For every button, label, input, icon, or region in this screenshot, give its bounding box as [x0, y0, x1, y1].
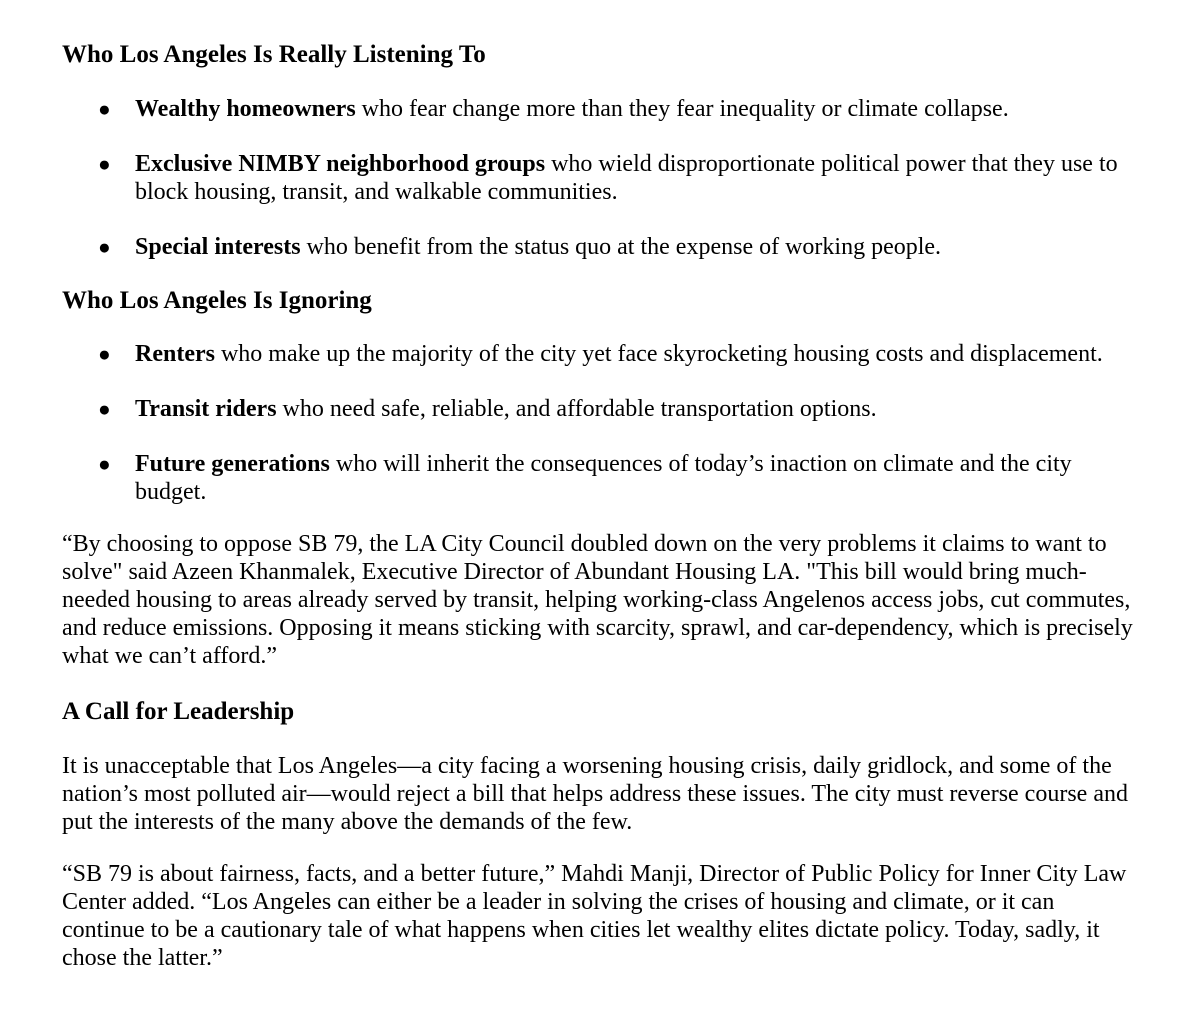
list-item: [98, 150, 1138, 206]
paragraph-leadership: It is unacceptable that Los Angeles—a city facing a worsening housing crisis, daily gridlock, and some of the nation’s most polluted air—would reject a bill that helps address these issues. The city must reverse course and put the interests of the many above the demands of the few.: [62, 753, 1128, 835]
quote-khanmalek: “By choosing to oppose SB 79, the LA City Council doubled down on the very problems it claims to want to solve" said Azeen Khanmalek, Executive Director of Abundant Housing LA. "This bill would bring much-needed housing to areas already served by transit, helping working-class Angelenos access jobs, cut commutes, and reduce emissions. Opposing it means sticking with scarcity, sprawl, and car-dependency, which is precisely what we can’t afford.”: [62, 531, 1133, 669]
list-item: [98, 340, 1138, 368]
item-description: who need safe, reliable, and affordable transportation options.: [276, 396, 877, 422]
list-item: [98, 233, 1138, 261]
item-bold-term: Special interests: [135, 234, 301, 260]
item-description: who make up the majority of the city yet face skyrocketing housing costs and displacement.: [214, 341, 1103, 367]
list-ignoring: [62, 340, 1138, 506]
bullet-icon: ●: [98, 152, 111, 176]
list-item: [98, 95, 1138, 123]
bullet-icon: ●: [98, 397, 111, 421]
list-item: [98, 450, 1138, 506]
item-description: who benefit from the status quo at the expense of working people.: [300, 234, 942, 260]
item-bold-term: Wealthy homeowners: [135, 96, 356, 122]
heading-really-listening: Who Los Angeles Is Really Listening To: [62, 41, 486, 68]
item-description: who wield disproportionate political power that they use to block housing, transit, and walkable communities.: [135, 151, 1118, 205]
bullet-icon: ●: [98, 97, 111, 121]
heading-call-for-leadership: A Call for Leadership: [62, 698, 295, 725]
heading-ignoring: Who Los Angeles Is Ignoring: [62, 287, 372, 314]
bullet-icon: ●: [98, 235, 111, 259]
quote-manji: “SB 79 is about fairness, facts, and a better future,” Mahdi Manji, Director of Public Policy for Inner City Law Center added. “Los Angeles can either be a leader in solving the crises of housing and climate, or it can continue to be a cautionary tale of what happens when cities let wealthy elites dictate policy. Today, sadly, it chose the latter.”: [62, 861, 1127, 971]
list-really-listening: [62, 95, 1138, 261]
item-bold-term: Exclusive NIMBY neighborhood groups: [135, 151, 546, 177]
bullet-icon: ●: [98, 342, 111, 366]
item-description: who fear change more than they fear inequality or climate collapse.: [355, 96, 1009, 122]
item-description: who will inherit the consequences of today’s inaction on climate and the city budget.: [135, 451, 1072, 505]
item-bold-term: Transit riders: [135, 396, 277, 422]
item-bold-term: Renters: [135, 341, 215, 367]
list-item: [98, 395, 1138, 423]
item-bold-term: Future generations: [135, 451, 330, 477]
bullet-icon: ●: [98, 452, 111, 476]
